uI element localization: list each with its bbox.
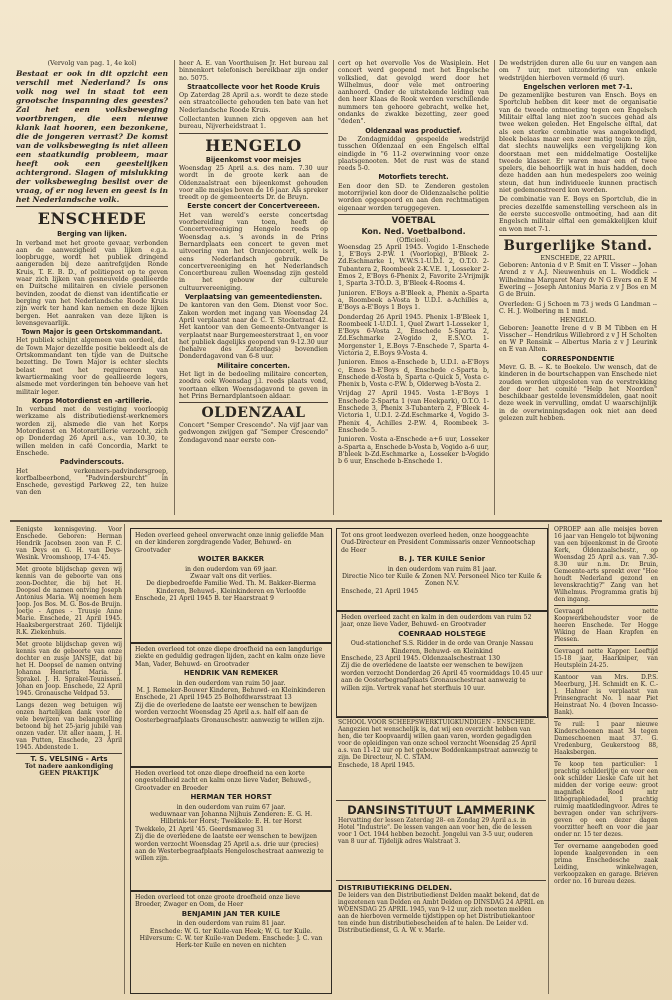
classified-ad: Gevraagd nette Koopwerkbehoudster voor de heeren Enschede. Ter Hogge Wiking de Haan Krapfen en Plessen.: [554, 608, 658, 643]
deceased-name: HERMAN TER HORST: [190, 793, 272, 802]
results-paragraph: Vrijdag 27 April 1945. Vosta 1-E'Boys 1 Enschede 2-Sparta 1 (van Heekpark), O.T.O. 1-Enschede 3, Phenix 3-Tubantera 2, F'Bleek 4-Victoria 1, U.D.I. 2-Zd.Eschmarke 4, Vogido 3-Phenix 4, Achilles 2-P.W. 4, Roombeek 3-Enschede 5.: [338, 390, 489, 434]
deceased-name: WOLTER BAKKER: [197, 555, 265, 564]
dateline: HENGELO.: [559, 317, 597, 325]
results-paragraph: Junioren. Emos a-Enschede b, U.D.I. a-E'Boys c, Emos b-E'Boys d, Enschede c-Sparta b, Enschede d-Vosta b, Sparta c-Quick 5, Vosta c-Phenix b, Vosta c-P.W. b, Olderweg b-Vosta 2.: [338, 359, 489, 389]
classified-ad: Te koop ten particulier: 1 prachtig schilderijtje en voor een ook schilder Lieske Cafe uit het midden der vorige eeuw: groot magnifiek Rood mtr lithographiedadel, 1 prachtig ruimig maatkledingvoor. Adres te bevragen onder van schrijvers-geven op een dezer dagen voorzitter heeft en voor die jaar onder nr. 15 ter dezes.: [554, 761, 658, 838]
dance-institute-ad: [336, 800, 546, 883]
dance-text: Hervatting der lessen Zaterdag 28- en Zondag 29 April a.s. in Hotel "Industrie". De lessen vangen aan voor hen, die de lessen voor 1 Oct. 1944 hebben bezocht. Jongelui van 3-5 uur, ouderen van 8 uur af. Tijdelijk adres Walstraat 3.: [338, 817, 533, 846]
column-rule: [124, 524, 125, 994]
article-paragraph: Overleden: G j Schoen m 73 j weds G Landman -- C. H. J. Wolbering m 1 mnd.: [499, 300, 657, 315]
notice-age: in den ouderdom van ruim 81 jaar.: [387, 565, 497, 573]
ads-right-column: [554, 526, 658, 996]
article-paragraph: Het verkenners-padvindersgroep, korfbalbeerbond, "Padvindersburcht" in Enschede, gevestigd Parkweg 22, ten huize van den: [16, 467, 168, 497]
death-notice-ter-kuile-company: [336, 528, 548, 612]
notice-funeral: Zij die de overledene de laatste eer wenschen te bewijzen worden verzocht Woensdag 25 April a.s. half elf aan de Oosterbegraafplaats Gronauschestr. aanwezig te willen zijn.: [135, 701, 325, 724]
heading: Militaire concerten.: [217, 361, 290, 370]
notice-family: Kinderen, Behuwd- en Kleinkind: [391, 647, 493, 655]
results-paragraph: Woensdag 25 April 1945. Vogido 1-Enschede 1, E'Boys 2-P.W. 1 (Voorlopig), B'Bleek 2-Zd.Eschmarke 1, W.W.S.1-U.D.I. 2, O.T.O. 2-Tubantera 2, Roombeek 2-K.V.E. 1, Losseker 2-Emos 2, E'Boys 6-Phenix 2, Favorite 2-Vrijmijk 1, Sparta 3-TO.D. 3, B'Bleek 4-Rooms 4.: [338, 243, 489, 288]
death-notice-bakker: [130, 528, 332, 644]
section-title-hengelo: HENGELO: [205, 135, 302, 155]
deceased-name: B. J. TER KUILE Senior: [398, 555, 486, 564]
doctor-name: T. S. VELSING - Arts: [30, 755, 108, 763]
continued-note: (Vervolg van pag. 1, 4e kol): [47, 60, 137, 67]
article-paragraph: Het ligt in de bedoeling militaire concerten, zoodra ook Woensdag j.l. reeds plaats vond, voortaan elken Woensdagavond te geven in het Prins Bernardplantsoen aldaar.: [179, 370, 328, 400]
article-paragraph: Geboren: Jeanette Irene d v B M Tibben en H Visscher -- Hendrikus Willebrord z v J H Scholten en W P Rensink -- Albertus Maria z v J Leurink en E van Alten.: [499, 324, 657, 354]
notice-place: Enschede, 21 April 1945: [341, 587, 419, 595]
notice-family: M. J. Remeker-Bouwer Kinderen, Behuwd- en Kleinkinderen: [136, 687, 326, 695]
distribution-notice: [336, 880, 546, 999]
distribution-text: De leiders van den Distributiedienst Delden maakt bekend, dat de ingezetenen van Delden en Ambt Delden op DINSDAG 24 APRIL en WOENSDAG 25 APRIL 1945, van 9-12 uur, zich moeten melden aan de hierboven vermelde tijdstippen op het Distributiekantoor ten einde hun distributiebescheiden af te halen. De Leider v.d. Distributiedienst, G. A. W. v. Marle.: [338, 892, 545, 935]
column-enschede: [16, 60, 168, 518]
column-rule: [333, 60, 334, 515]
results-paragraph: Junioren. E'Boys a-B'Bleek a, Phenix a-Sparta a, Roombeek a-Vosta b U.D.I. a-Achilles a, E'Boys a-E'Boys 1 Boys 1.: [338, 289, 489, 312]
heading: Eerste concert der Concertvereeen.: [187, 202, 320, 211]
announcement: Met groote blijdschap geven wij kennis van de geboorte van ons zoon-Dochter, die bij het H. Doopsel de namen ontving Joseph Antonius Maria. Wij noemen hem Joop. Jos Bos. M. G. Bos-de Bruijn. Joetje - Agnes - Truusje Anne Marie. Enschede, 21 April 1945. Haaksbergerstraat 260. Tijdelijk R.K. Ziekenhuis.: [16, 566, 122, 636]
column-rule: [548, 524, 549, 994]
column-sport: [338, 60, 489, 518]
official-note: (Officieel).: [396, 236, 431, 244]
notice-family: De diepbedroefde Familie Wed. Th. M. Bakker-Bierma Kinderen, Behuwd-, Kleinkinderen en Verloofde: [146, 580, 316, 595]
section-title-enschede: ENSCHEDE: [37, 209, 147, 229]
distribution-title: DISTRIBUTIEKRING DELDEN.: [338, 883, 453, 892]
doctor-note: Tot nadere aankondiging GEEN PRAKTIJK: [24, 763, 114, 777]
classified-ad: Kantoor van Mrs. D.P.S. Meerburg, J.H. Schmidt en K. C.-J. Hahner is verplaatst van Prinsengracht No. 1 naar Piet Heinstraat No. 4 (boven Incasso-Bank).: [554, 674, 658, 716]
section-divider: [10, 520, 662, 522]
article-paragraph: Concert "Semper Crescendo". Na vijf jaar van gedwongen zwijgen gaf "Semper Crescendo" Zondagavond naar eerste con-: [179, 422, 328, 444]
heading: Padvinderscouts.: [59, 458, 125, 467]
article-paragraph: Het publiek schijnt algemeen van oordeel, dat de Town Major dezelfde positie bekleedt als de Ortskommandant ten tijde van de Duitsche bezetting. De Town Major is echter slechts belast met het requireeren van kwartiermaking voor de geallieerde legers, alsmede met vorderingen ten behoeve van het militair leger.: [16, 337, 168, 396]
heading-voetbal: VOETBAL: [391, 215, 436, 226]
deceased-name: BENJAMIN JAN TER KUILE: [181, 909, 281, 918]
deceased-name: COENRAAD HOLSTEGE: [398, 629, 486, 638]
death-notice-remeker: [130, 642, 332, 768]
article-paragraph: Een door den SD. te Zenderen gestolen motorrijwiel kon door de Oldenzaalsche politie worden opgespoord en aan den rechtmatigen eigenaar worden teruggegeven.: [338, 182, 489, 212]
dateline: ENSCHEDE, 22 APRIL.: [540, 254, 616, 262]
notice-place: Enschede, 21 April 1945 25 Bolhofdwarsstraat 13: [135, 694, 292, 702]
notice-funeral: Zij die de overledene de laatste eer wenschen te bewijzen worden verzocht Woensdag 25 April a.s. drie uur (precies) aan de Westerbegraafplaats Hengeloschestraat aanwezig te willen zijn.: [135, 833, 324, 863]
heading: Korps Motordienst en -artillerie.: [31, 396, 153, 405]
notice-family: weduwnaar van Johanna Nijhuis Zenderen: E. G. H. Hilbrink-ter Horst; Twekkelo: E. H. ter Horst: [149, 811, 313, 826]
results-paragraph: Donderdag 26 April 1945. Phenix 1-B'Bleek 1, Roombeek 1-U.D.I. 1, Quel Zwart 1-Losseker 1, E'Boys 6-Vosta 2, Enschede 5-Sparta 2, Zd.Eschmarke 2-Vogido 2, E.S.V.O. 1-Morgenster 1, E.Boys 7-Enschede 7, Sparta 4-Victoria 2, E.Boys 9-Vosta 4.: [338, 313, 489, 357]
notice-place: Twekkelo, 21 April '45. Geerdsmaweg 31: [135, 825, 264, 833]
notice-intro: Heden overleed tot onze diepe droefheid na een korte ongesteldheid zacht en kalm onze lieve Vader, Behuwd-, Grootvader en Broeder: [135, 770, 312, 792]
article-paragraph: Woensdag 25 April a.s. des nam. 7.30 uur wordt in de groote kerk aan de Oldenzaalstraat een bijeenkomst gehouden voor alle meisjes boven de 16 jaar. Als spreker treedt op de gemeenteerts Dr. de Bruyn.: [179, 164, 328, 202]
article-paragraph: cert op het overvolle Vos de Wasiplein. Het concert werd geopend met het Engelsche volkslied, dat gevolgd werd door het Wilhelmus, door vele met ontroering aanhoord. Onder de uitstekende leiding van den heer Klaas de Rook werden verschillende nummers ten gehoore gebracht, welke het, ondanks de zwakke bezetting, zeer goed "deden".: [338, 60, 489, 126]
notice-intro: Heden overleed tot onze diepe droefheid na een langdurige ziekte en geduldig gedragen lijden, zacht en kalm onze lieve Man, Vader, Behuwd- en Grootvader: [135, 646, 326, 668]
announcement: Langs dezen weg betuigen wij onzen hartelijken dank voor de vele bewijzen van belangstelling betoond bij het 25-jarig jubilé van onzen vader. Uit aller naam, J. H. van Putten, Enschede, 23 April 1945. Abdenstede 1.: [16, 702, 122, 751]
classified-ad: Te ruil: 1 paar nieuwe Kinderschoenen maat 34 tegen Dameschoenen maat 37. G. Vredenburg, Geukerstoog 88, Haaksbergen.: [554, 721, 658, 756]
school-notice: [336, 716, 546, 803]
notice-age: in den ouderdom van 69 jaar.: [185, 565, 277, 573]
column-burgerlijke-stand: [499, 60, 657, 518]
section-title-oldenzaal: OLDENZAAL: [201, 405, 306, 422]
notice-family: Directie Nico ter Kuile & Zonen N.V. Personeel Nico ter Kuile & Zonen N.V.: [341, 573, 543, 588]
article-paragraph: Collectanten kunnen zich opgeven aan het bureau, Nijverheidstraat 1.: [179, 116, 328, 131]
column-rule: [494, 60, 495, 515]
notice-family: Enschede: W. G. ter Kuile-van Heek; W. G. ter Kuile. Hilversum: C. W. ter Kuile-van Dedem. Enschede: J. C. van Herk-ter Kuile en neven en nichten: [139, 927, 323, 950]
notice-intro: Heden overleed geheel onverwacht onze innig geliefde Man en der kinderen zorgdragende Vader, Behuwd- en Grootvader: [135, 532, 324, 554]
deceased-name: HENDRIK VAN REMEKER: [183, 669, 279, 678]
notice-subtitle: Oud-stationchef S.S. Ridder in de orde van Oranje Nassau: [350, 640, 534, 648]
classified-ad: Ter overname aangeboden goed lopende kaalgevonden in een prima Enschedesche zaak Leiding, winkelwagen, verkoopzaken en garage. Brieven order no. 16 bureau dezes.: [554, 843, 658, 885]
heading: Berging van lijken.: [57, 230, 127, 239]
column-rule: [174, 60, 175, 515]
column-hengelo: [179, 60, 328, 518]
notice-age: in den ouderdom van ruim 67 jaar.: [176, 803, 286, 811]
notice-intro: Heden overleed zacht en kalm in den ouderdom van ruim 52 jaar, onze lieve Vader, Behuwd- en Grootvader: [341, 614, 532, 629]
heading-knvb: Kon. Ned. Voetbalbond.: [361, 227, 466, 237]
article-paragraph: Het van wereld's eerste concertsdag voorbereiding van toen, heeft de Concertvereeniging Hengelo reeds op Woensdag a.s. 's avonds in de Prins Bernardplaats een concert te geven met uitvoering van het Oranjeconcert, welk is eens Nederlandsch gebruik. De concertvereeniging en het Nederlandsch Concertbureau zullen Woensdag zijn gesteld in het gebouw der culturele cultuurvereeniging.: [179, 211, 328, 292]
heading: Verplaatsing van gemeentediensten.: [184, 293, 323, 302]
notice-place: Enschede, 21 April 1945 B. ter Haarstraat 9: [135, 595, 274, 603]
school-date: Enschede, 18 April 1945.: [338, 761, 415, 769]
article-paragraph: De wedstrijden duren alle 6u uur en vangen aan om 7 uur, met uitzondering van enkele wedstrijden hierboven vermeld (6 uur).: [499, 60, 657, 82]
dance-title: DANSINSTITUUT LAMMERINK: [347, 803, 535, 817]
article-paragraph: heer A. E. van Voorthuisen Jr. Het bureau zal binnenkort telefonisch bereikbaar zijn onder no. 5075.: [179, 60, 328, 82]
heading: Oldenzaal was productief.: [365, 126, 462, 135]
ads-left-column: [16, 526, 122, 996]
classified-ad: OPROEP aan alle meisjes boven 16 jaar van Hengelo tot bijwoning van een bijeenkomst in de Groote Kerk, Oldenzaalschestr., op Woensdag 25 April a.s. van 7.30-8.30 uur n.m. Dr. Bruin, Gemeente-arts spreekt over "Hoe houdt Nederland gezond en levenskrachtig?" Zang van het Wilhelmus. Programma gratis bij den ingang.: [554, 526, 658, 603]
notice-place: Enschede, 23 April 1945. Oldenzaalschestraat 130: [341, 655, 501, 663]
notice-age: in den ouderdom van ruim 81 jaar.: [176, 920, 286, 928]
notice-intro: Tot ons groot leedwezen overleed heden, onze hooggeachte Oud-Directeur en President Commissaris onzer Vennootschap de Heer: [341, 532, 536, 554]
school-text: SCHOOL VOOR SCHEEPSWERKTUIGKUNDIGEN - ENSCHEDE. Aangezien het wenschelijk is, dat wij een overzicht hebben van hen, die ter Koopvaardij willen gaan varen, worden gegadigden voor de opleidingen van onze school verzocht Woensdag 25 April a.s. van 11-12 uur op het gebouw Boddenkampstraat aanwezig te zijn. De Directeur, N. C. STAM.: [338, 719, 538, 762]
section-title-burgerlijke-stand: Burgerlijke Stand.: [503, 237, 653, 254]
heading: Motorfiets terecht.: [378, 173, 449, 182]
article-paragraph: In verband met de vestiging voorloopig werkzame als distributiedienst-werknemers worden zij, alsmede die van het Korps Motordienst en Motorartillerie verzocht, zich op Donderdag 26 April a.s., van 10.30, te willen melden in café Concordia, Markt te Enschede.: [16, 406, 168, 457]
announcement: Eenigste kennisgeving. Voor Enschede. Geboren: Herman Hendrik Jacobsen zoon van F. C. van Deys en G. H. van Deys-Wesink. Vroomshoop, 17-4-'45.: [16, 526, 122, 561]
death-notice-holstege: [336, 610, 548, 718]
heading: Bijeenkomst voor meisjes: [205, 155, 302, 164]
heading: Engelschen verloren met 7-1.: [523, 82, 633, 91]
heading: CORRESPONDENTIE: [541, 354, 615, 363]
article-paragraph: De kantoren van den Gem. Dienst voor Soc. Zaken worden met ingang van Woensdag 24 April verplaatst naar de C. T. Stocketraat 42. Het kantoor van den Gemeente-Ontvanger is verplaatst naar Burgemeesterstraat 1, en voor het publiek dagelijks geopend van 9-12.30 uur (behalve des Zaterdags) bovendien Donderdagavond van 6-8 uur.: [179, 302, 328, 361]
article-paragraph: Mevr. G. B. -- K. te Boekelo. Uw wensch, dat de kinderen in de bourtschappen van Enschede niet zouden worden uitgesloten van de verstrekking der door het comité "Help het Noorden" beschikbaar gestelde levensmiddelen, gaat nooit deze week in vervulling, omdat U waarschijnlijk in de overwinningsdagen ook niet aan deed gelezen zult hebben.: [499, 363, 657, 423]
notice-verse: Zwaar valt ons dit verlies.: [190, 573, 272, 581]
announcement: Met groote blijdschap geven wij kennis van de geboorte van onze dochter en zusje JANSJE, dat bij het H. Doopsel de namen ontving Johanna Henrietta Maria. J. Sprakel. J. H. Sprakel-Teunissen. Johan en Joop. Enschede, 22 April 1945. Gronausche Veldpad 53.: [16, 641, 122, 697]
results-paragraph: Junioren. Vosta a-Enschede a+6 uur, Losseker a-Sparta a, Enschede b-Vosta b, Vogido a-6 uur, B'bleek b-Zd.Eschmarke a, Losseker b-Vogido b 6 uur, Enschede b-Enschede 1.: [338, 436, 489, 466]
article-paragraph: Geboren: Antonia d v P. Smit en T. Visser -- Johan Arend z v A.J. Nieuwenhuis en L. Woddick -- Wilhelmina Margaret Mary dv N G Evers en E M Ewering -- Joseph Antonius Maria z v J Bos en M G de Bruin.: [499, 262, 657, 299]
article-paragraph: In verband met het groote gevaar, verbonden aan de aanwezigheid van lijken e.g.a. loopbrugge, wordt het publiek dringend aangeraden bij deze aantrefgijden Ronde Kruis, T. E. B. D., of politiepost op te geven waar zich lijken van gesneuvelde geallieerde en Duitsche militairen en civiele personen bevinden, zoodat de dienst van identificatie er berging van het Nederlandsche Roode Kruis zijn werk ter hand kan nemen en deze lijken bergen. Het aanraken van deze lijken is levensgevaarlijk.: [16, 239, 168, 327]
article-paragraph: De gezamenlijke besturen van Ensch. Boys en Sportclub hebben dit keer met de organisatie van de tweede ontmoeting tegen een Engelsch Militair elftal lang niet zoo'n succes gehad als twee weken geleden. Het Engelsche elftal, dat als een sterke combinatie was aangekondigd, bleek belaas maar een zeer matig team te zijn, dat slechts nauwelijks een vergelijking kon doorstaan met een middelmatige Oostelijke tweede klasser. Er waren maar een of twee spelers, die behoorlijk wat in huis hadden, doch deze hadden aan hun medespelers zoo weinig steun, dat hun individueele kunnen practisch niet gedemonstreerd kon worden.: [499, 92, 657, 195]
heading: Straatcollecte voor het Roode Kruis: [187, 82, 320, 91]
notice-age: in den ouderdom van ruim 50 jaar.: [176, 679, 286, 687]
article-paragraph: De combinatie van E. Boys en Sportclub, die in precies dezelfde samenstelling verscheen als in de eerste succesvolle ontmoeting, had aan dit Engelsch militair elftal een gemakkelijken kluif en won met 7-1.: [499, 196, 657, 233]
notice-intro: Heden overleed tot onze groote droefheid onze lieve Broeder, Zwager en Oom, de Heer: [135, 894, 300, 909]
classified-ad: Gevraagd nette Kapper. Leeftijd 15-18 jaar, Haarkniper, van Heutsplein 24-25.: [554, 648, 658, 669]
article-paragraph: De Zondagmiddag gespeelde wedstrijd tusschen Oldenzaal en een Engelsch elftal eindigde in "6 11-2 overwinning voor onze plaatsgenooten. Met de rust was de stand reeds 5-0.: [338, 135, 489, 173]
notice-funeral: Zij die de overledene de laatste eer wenschen te bewijzen worden verzocht Donderdag 26 April 45 voormiddags 10.45 uur aan de Oosterbegraafplaats Gronauschestraat aanwezig te willen zijn. Vertrek vanaf het sterfhuis 10 uur.: [341, 662, 543, 692]
death-notice-ter-horst: [130, 766, 332, 892]
heading: Town Major is geen Ortskommandant.: [21, 328, 163, 337]
intro-paragraph: Bestaat er ook in dit opzicht een verschil met Nederland? Is ons volk nog wel in staat tot een grootsche inspanning des geestes? Zal het een volksbeweging voortbrengen, die een nieuwe klank laat hooren, een bezonkene, die de jongeren verrast? De komst van de volksbeweging is niet alleen een staatkundig probleem, maar heeft ook een geestelijken achtergrond. Slagen of mislukking der volksbeweging beslist over de vraag, of er nog leven en geest is in het Nederlandsche volk.: [16, 69, 168, 205]
article-paragraph: Op Zaterdag 28 April a.s. wordt te deze stede een straatcollecte gehouden ten bate van het Nederlandsche Roode Kruis.: [179, 92, 328, 114]
death-notice-ter-kuile-family: [130, 890, 332, 994]
